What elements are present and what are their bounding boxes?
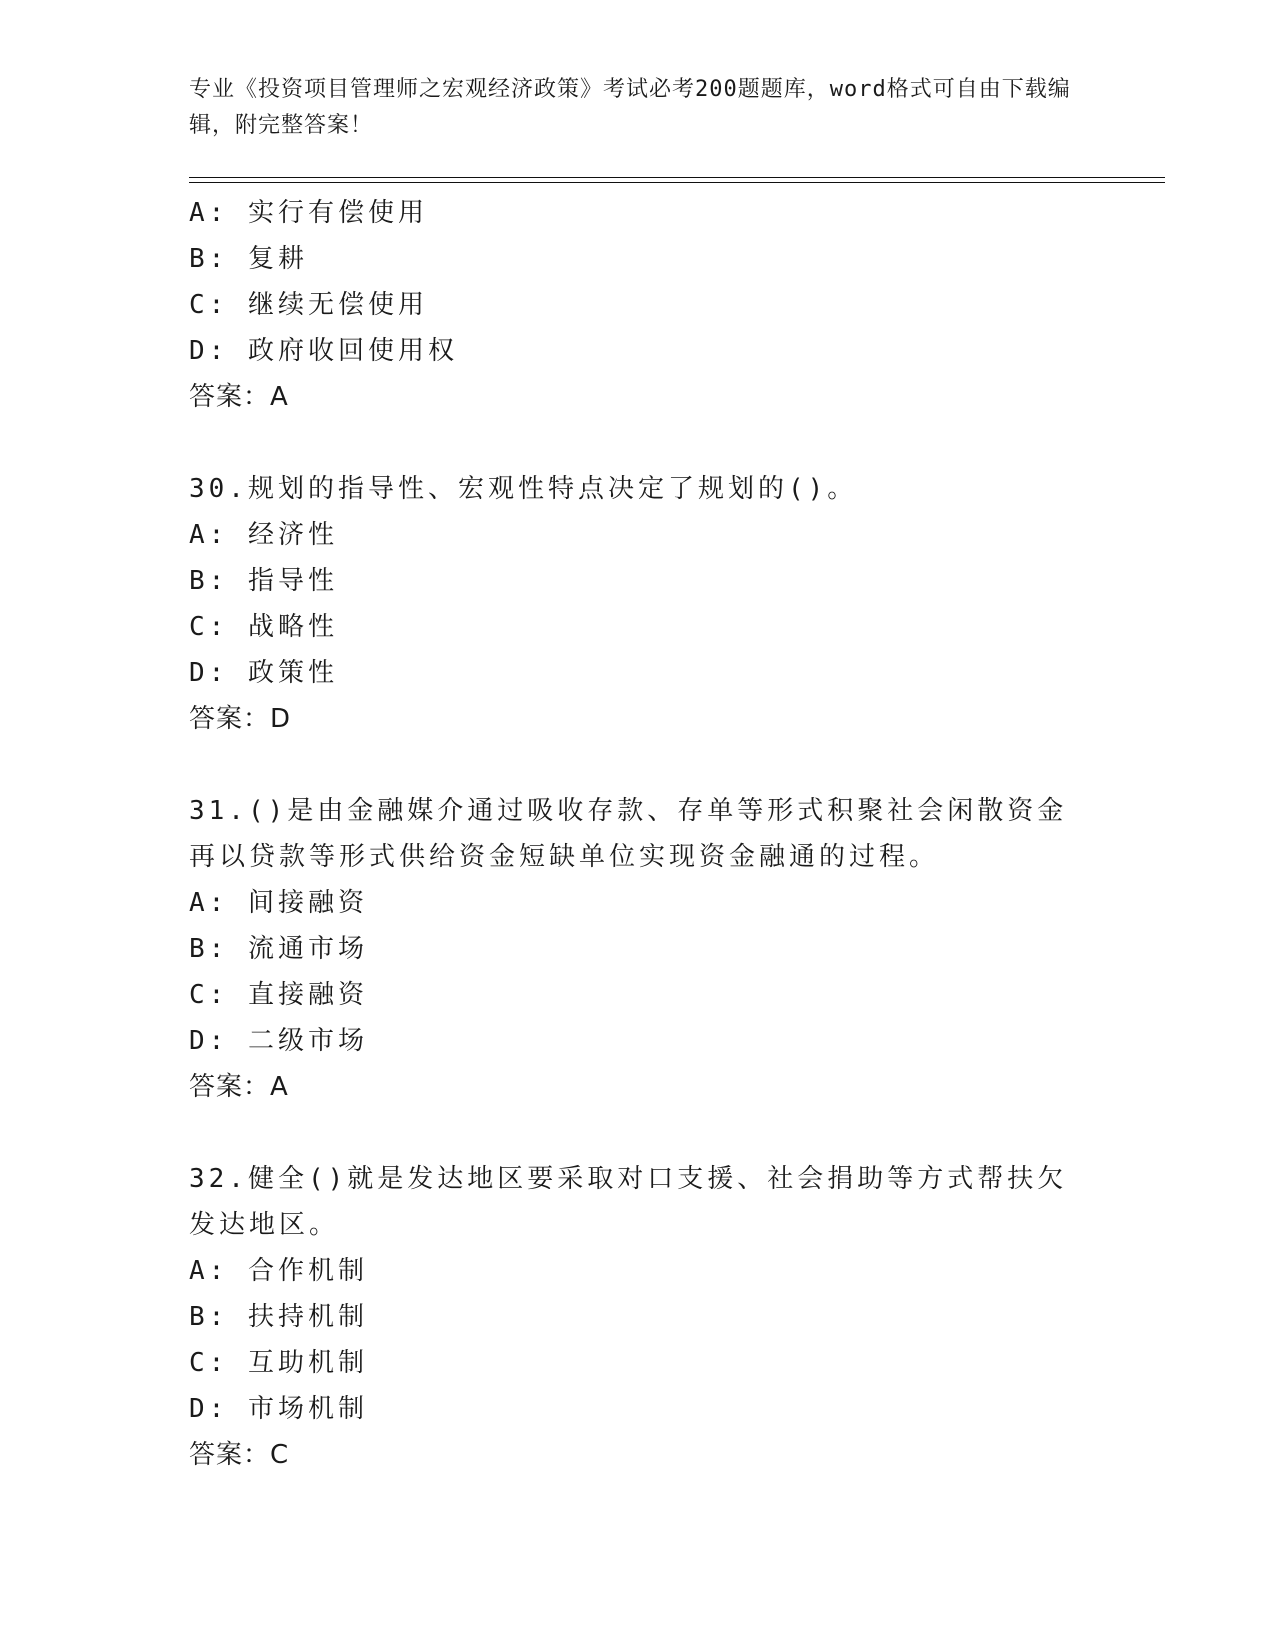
- option-b: B: 复耕: [189, 244, 308, 274]
- question-block: [189, 788, 1089, 1110]
- option-b: B: 扶持机制: [189, 1302, 368, 1332]
- option-a: A: 实行有偿使用: [189, 198, 428, 228]
- question-block: [189, 466, 1089, 742]
- document-header: 专业《投资项目管理师之宏观经济政策》考试必考200题题库，word格式可自由下载编辑，附完整答案！: [189, 77, 1071, 138]
- option-b: B: 流通市场: [189, 934, 368, 964]
- option-d: D: 政策性: [189, 658, 338, 688]
- question-text: 32.健全()就是发达地区要采取对口支援、社会捐助等方式帮扶欠发达地区。: [189, 1164, 1068, 1240]
- question-text: 30.规划的指导性、宏观性特点决定了规划的()。: [189, 474, 858, 504]
- option-c: C: 战略性: [189, 612, 338, 642]
- option-d: D: 二级市场: [189, 1026, 368, 1056]
- block-spacer: [189, 420, 1089, 466]
- option-d: D: 政府收回使用权: [189, 336, 458, 366]
- answer-line: 答案：C: [189, 1440, 290, 1470]
- question-text: 31.()是由金融媒介通过吸收存款、存单等形式积聚社会闲散资金再以贷款等形式供给资金短缺单位实现资金融通的过程。: [189, 796, 1068, 872]
- option-a: A: 经济性: [189, 520, 338, 550]
- header-divider-top: [189, 177, 1165, 178]
- header-divider-bottom: [189, 182, 1165, 183]
- option-c: C: 互助机制: [189, 1348, 368, 1378]
- option-c: C: 直接融资: [189, 980, 368, 1010]
- option-a: A: 间接融资: [189, 888, 368, 918]
- answer-line: 答案：A: [189, 1072, 289, 1102]
- question-block: [189, 1156, 1089, 1478]
- answer-line: 答案：A: [189, 382, 289, 412]
- question-block: [189, 190, 1089, 420]
- option-a: A: 合作机制: [189, 1256, 368, 1286]
- option-b: B: 指导性: [189, 566, 338, 596]
- block-spacer: [189, 742, 1089, 788]
- answer-line: 答案：D: [189, 704, 292, 734]
- option-d: D: 市场机制: [189, 1394, 368, 1424]
- question-list: [189, 190, 1089, 1478]
- block-spacer: [189, 1110, 1089, 1156]
- option-c: C: 继续无偿使用: [189, 290, 428, 320]
